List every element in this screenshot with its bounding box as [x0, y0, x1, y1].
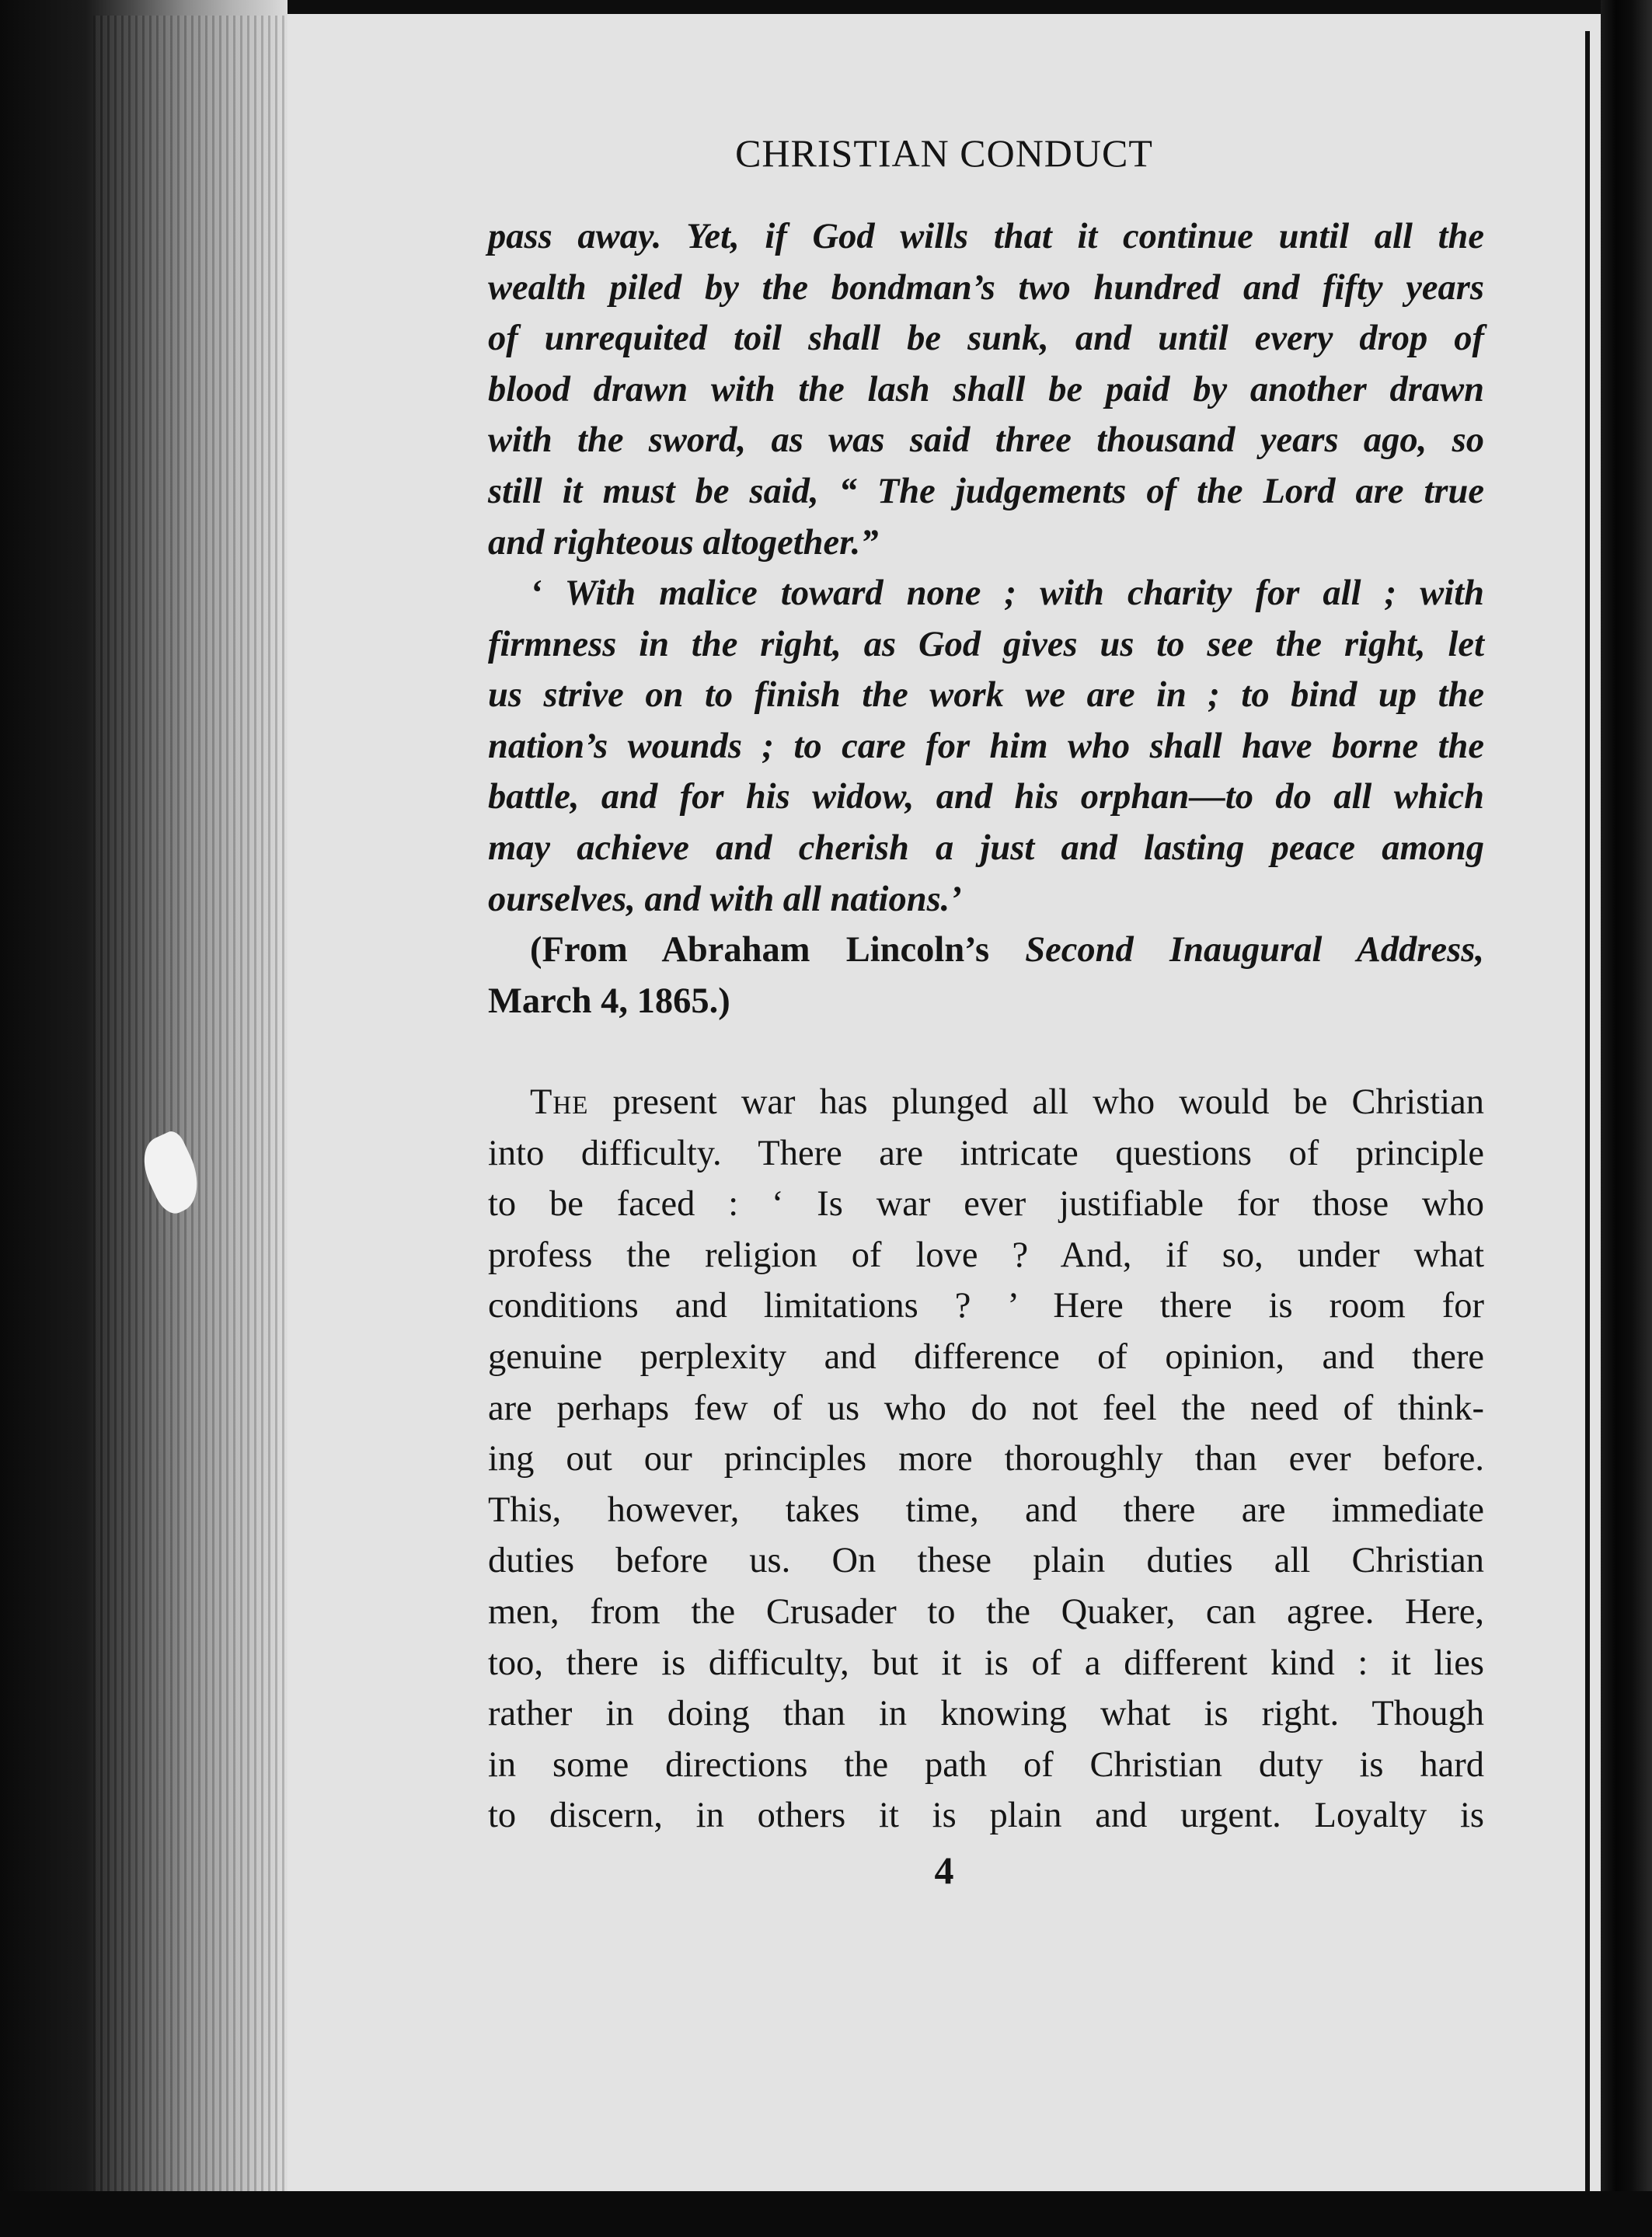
body-first-line-rest: present war has plunged all who would be Christian — [588, 1082, 1484, 1122]
body-line: to be faced : ‘ Is war ever justifiable for those who — [488, 1184, 1484, 1225]
quote-paragraph-1 — [488, 211, 1484, 568]
body-line: too, there is difficulty, but it is of a different kind : it lies — [488, 1643, 1484, 1683]
body-line: profess the religion of love ? And, if so, under what — [488, 1235, 1484, 1275]
quote-paragraph-2 — [488, 568, 1484, 925]
body-line: into difficulty. There are intricate questions of principle — [488, 1133, 1484, 1173]
quote-line: still it must be said, “ The judgements of the Lord are true — [488, 471, 1484, 511]
body-line: are perhaps few of us who do not feel the need of think- — [488, 1388, 1484, 1428]
quote-line: with the sword, as was said three thousand years ago, so — [488, 420, 1484, 461]
quote-line: pass away. Yet, if God wills that it continue until all the — [488, 217, 1484, 256]
quote-line: of unrequited toil shall be sunk, and until every drop of — [488, 319, 1484, 359]
quote-line: blood drawn with the lash shall be paid by another drawn — [488, 369, 1484, 409]
attribution-line — [488, 925, 1484, 976]
body-line: genuine perplexity and difference of opinion, and there — [488, 1336, 1484, 1377]
attribution — [488, 925, 1484, 1026]
quote-line: and righteous altogether.” — [488, 522, 879, 563]
body-line: to discern, in others it is plain and urgent. Loyalty is — [488, 1796, 1484, 1836]
attribution-prefix: (From Abraham Lincoln’s — [530, 930, 1026, 970]
bottom-edge — [0, 2191, 1652, 2237]
page-number: 4 — [934, 1848, 954, 1892]
body-line: ing out our principles more thoroughly than ever before. — [488, 1439, 1484, 1479]
quote-line: may achieve and cherish a just and lasting peace among — [488, 828, 1484, 868]
body-line: This, however, takes time, and there are immediate — [488, 1490, 1484, 1530]
body-line: rather in doing than in knowing what is right. Though — [488, 1694, 1484, 1734]
attribution-date: March 4, 1865.) — [488, 981, 730, 1021]
body-line: conditions and limitations ? ’ Here there is room for — [488, 1286, 1484, 1326]
quote-line: ourselves, and with all nations.’ — [488, 879, 962, 919]
body-line: men, from the Crusader to the Quaker, can agree. Here, — [488, 1591, 1484, 1632]
quote-line: nation’s wounds ; to care for him who shall have borne the — [488, 726, 1484, 766]
quote-line: firmness in the right, as God gives us to see the right, let — [488, 624, 1484, 664]
gutter-streaks — [93, 16, 288, 2214]
body-paragraph — [488, 1077, 1484, 1842]
attribution-work: Second Inaugural Address, — [1025, 930, 1484, 970]
quote-line: battle, and for his widow, and his orphan—to do all which — [488, 777, 1484, 817]
quote-line: ‘ With malice toward none ; with charity for all ; with — [530, 573, 1484, 613]
running-header: CHRISTIAN CONDUCT — [735, 131, 1153, 175]
body-line: in some directions the path of Christian duty is hard — [488, 1744, 1484, 1785]
right-edge — [1601, 0, 1652, 2237]
quote-line: us strive on to finish the work we are in ; to bind up the — [488, 675, 1484, 716]
body-line: duties before us. On these plain duties all Christian — [488, 1541, 1484, 1581]
body-line — [488, 1077, 1484, 1128]
body-first-word: The — [530, 1082, 589, 1122]
quote-line: wealth piled by the bondman’s two hundred and fifty years — [488, 267, 1484, 308]
